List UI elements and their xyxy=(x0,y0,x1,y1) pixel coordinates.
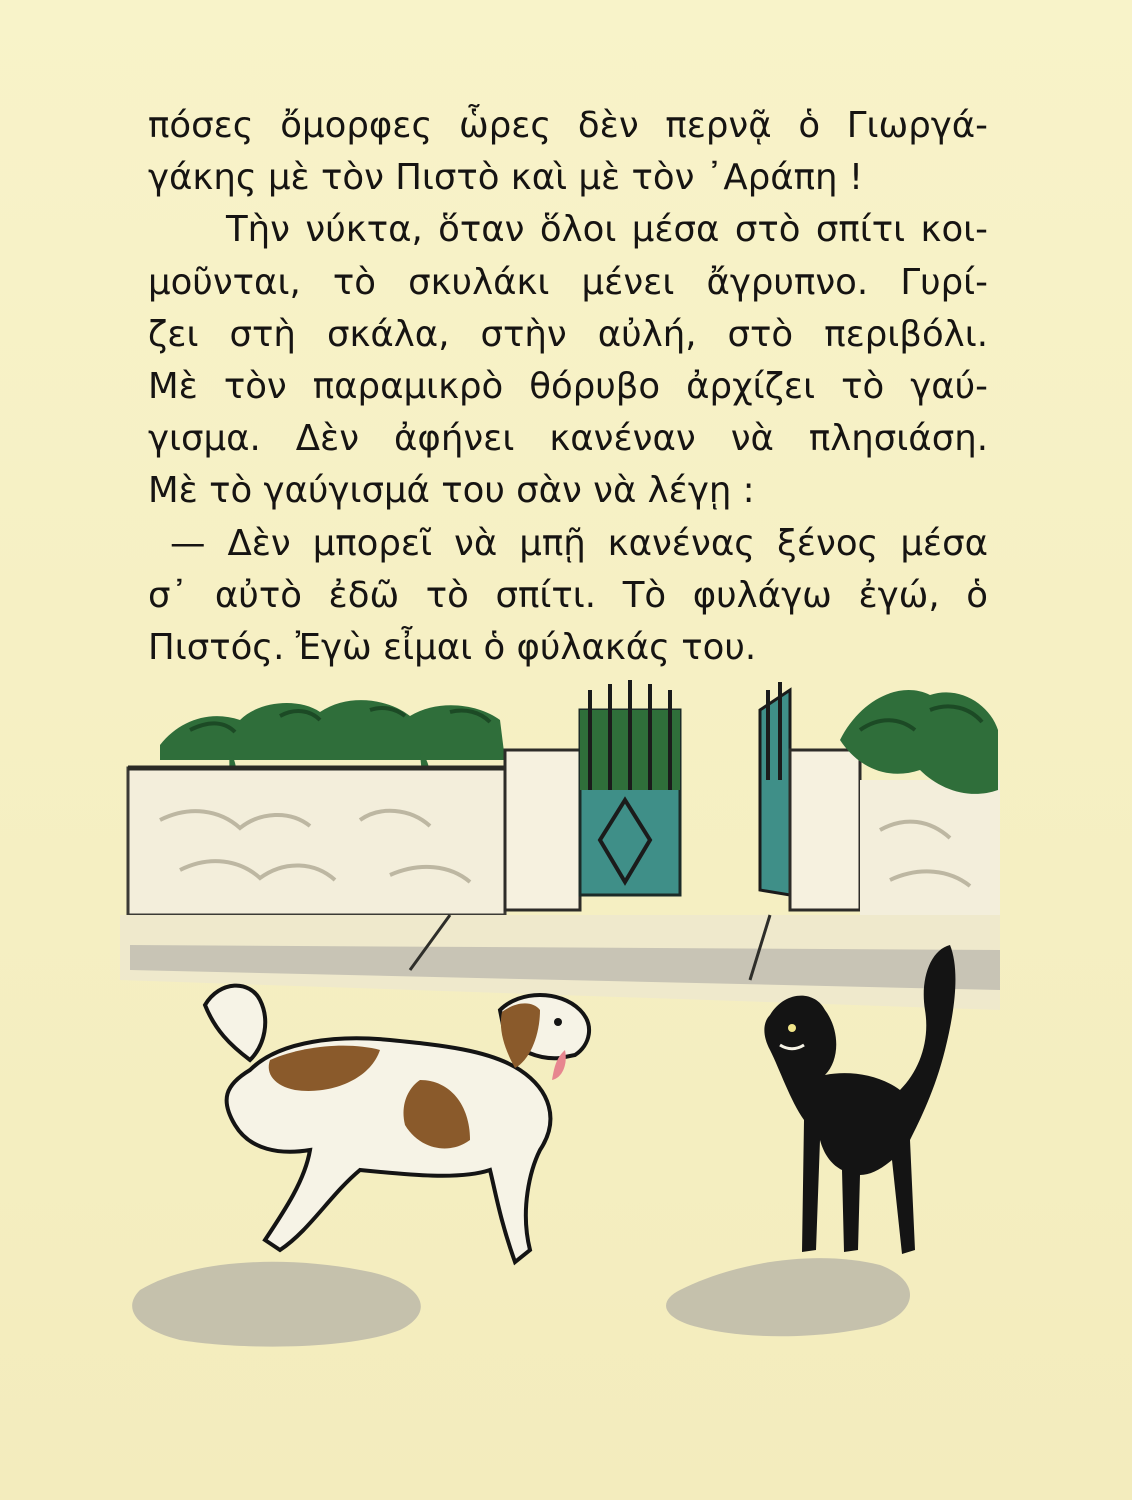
dog-icon xyxy=(205,986,589,1262)
text-line-5: ζει στὴ σκάλα, στὴν αὐλή, στὸ περιβόλι. xyxy=(148,313,988,355)
text-line-9: — Δὲν μπορεῖ νὰ μπῇ κανένας ξένος μέσα xyxy=(170,522,988,564)
text-line-6: Μὲ τὸν παραμικρὸ θόρυβο ἀρχίζει τὸ γαύ- xyxy=(148,366,988,408)
gate-pillar-left-icon xyxy=(505,750,580,910)
foliage-right-icon xyxy=(840,690,998,794)
text-line-3: Τὴν νύκτα, ὅταν ὅλοι μέσα στὸ σπίτι κοι- xyxy=(226,209,988,251)
gate-door-open-icon xyxy=(760,682,790,895)
text-line-8: Μὲ τὸ γαύγισμά του σὰν νὰ λέγῃ : xyxy=(148,470,755,512)
text-line-1: πόσες ὄμορφες ὧρες δὲν περνᾷ ὁ Γιωργά- xyxy=(148,105,988,146)
text-line-10: σ᾿ αὐτὸ ἐδῶ τὸ σπίτι. Τὸ φυλάγω ἐγώ, ὁ xyxy=(148,574,988,616)
text-line-4: μοῦνται, τὸ σκυλάκι μένει ἄγρυπνο. Γυρί- xyxy=(148,261,988,303)
stone-wall-left-icon xyxy=(128,768,505,915)
text-line-7: γισμα. Δὲν ἀφήνει κανέναν νὰ πλησιάση. xyxy=(148,418,988,460)
dog-and-cat-illustration xyxy=(120,650,1000,1420)
text-line-11: Πιστός. Ἐγὼ εἶμαι ὁ φύλακάς του. xyxy=(148,627,757,669)
story-text xyxy=(148,100,988,674)
ground-shadows-icon xyxy=(132,1258,910,1346)
garden-gate-icon xyxy=(580,680,680,895)
text-line-2: γάκης μὲ τὸν Πιστὸ καὶ μὲ τὸν ᾿Αράπη ! xyxy=(148,157,864,199)
